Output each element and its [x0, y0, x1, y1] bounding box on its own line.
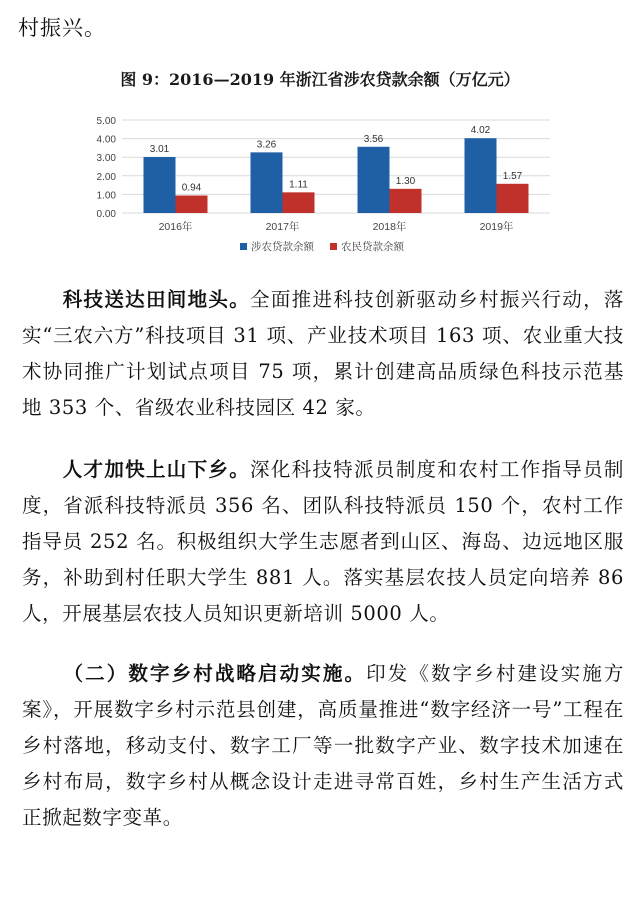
x-tick-label: 2016年: [158, 221, 193, 233]
data-label: 4.02: [470, 125, 491, 137]
y-tick-label: 4.00: [96, 134, 116, 146]
paragraph-tech: [22, 282, 624, 426]
data-label: 3.26: [256, 139, 277, 151]
x-tick-label: 2018年: [372, 221, 407, 233]
bar: [465, 138, 497, 213]
data-label: 3.01: [149, 144, 170, 156]
bar-chart: [80, 100, 560, 270]
x-tick-label: 2017年: [265, 221, 300, 233]
data-label: 1.11: [289, 179, 308, 191]
paragraph-lead: 科技送达田间地头。: [62, 288, 251, 311]
bar: [358, 147, 390, 213]
paragraph-lead: 人才加快上山下乡。: [62, 458, 251, 481]
bar: [497, 184, 529, 213]
paragraph-digital: [22, 656, 624, 836]
data-label: 3.56: [363, 133, 384, 145]
data-label: 1.30: [395, 175, 416, 187]
legend-swatch: [240, 243, 247, 250]
bar: [144, 157, 176, 213]
y-tick-label: 0.00: [96, 209, 116, 220]
bar: [283, 192, 315, 213]
paragraph-talent: [22, 452, 624, 632]
paragraph-body: 深化科技特派员制度和农村工作指导员制度，省派科技特派员 356 名、团队科技特派员 150 个，农村工作指导员 252 名。积极组织大学生志愿者到山区、海岛、边远地区服务，补助到村任职大学生 881 人。落实基层农技人员定向培养 86 人，开展基层农技人员知识更新培训 5000 人。: [22, 458, 624, 625]
paragraph-body: 印发《数字乡村建设实施方案》，开展数字乡村示范县创建，高质量推进“数字经济一号”工程在乡村落地，移动支付、数字工厂等一批数字产业、数字技术加速在乡村布局，数字乡村从概念设计走进寻常百姓，乡村生产生活方式正掀起数字变革。: [22, 662, 625, 829]
legend-label: 涉农贷款余额: [251, 241, 314, 253]
y-tick-label: 3.00: [96, 153, 116, 165]
legend-swatch: [330, 243, 337, 250]
legend-label: 农民贷款余额: [341, 241, 404, 253]
chart-svg: [80, 100, 560, 270]
y-tick-label: 1.00: [96, 190, 116, 202]
y-tick-label: 5.00: [96, 116, 116, 127]
x-tick-label: 2019年: [479, 221, 514, 233]
paragraph-lead: （二）数字乡村战略启动实施。: [62, 662, 367, 685]
figure-caption: 图 9：2016—2019 年浙江省涉农贷款余额（万亿元）: [120, 70, 520, 89]
paragraph-body: 全面推进科技创新驱动乡村振兴行动，落实“三农六方”科技项目 31 项、产业技术项目 163 项、农业重大技术协同推广计划试点项目 75 项，累计创建高品质绿色科技示范基地 353 个、省级农业科技园区 42 家。: [22, 288, 624, 419]
top-line-text: 村振兴。: [18, 16, 106, 40]
bar: [390, 189, 422, 213]
bar: [251, 152, 283, 213]
data-label: 0.94: [181, 182, 202, 194]
bar: [176, 196, 208, 213]
y-tick-label: 2.00: [96, 171, 116, 183]
data-label: 1.57: [502, 170, 523, 182]
